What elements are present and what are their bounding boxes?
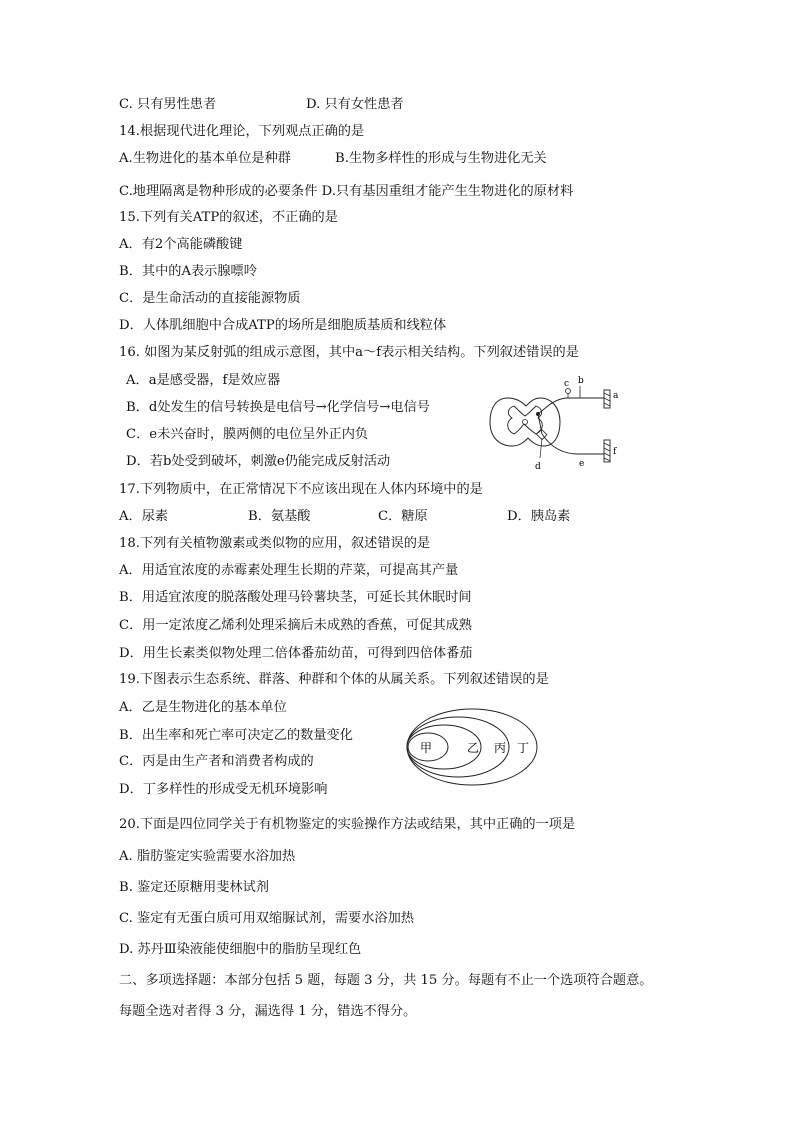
q17-option-b: B．氨基酸	[248, 509, 311, 524]
q19-option-d: D．丁多样性的形成受无机环境影响	[119, 782, 328, 797]
q17-option-d: D．胰岛素	[507, 509, 571, 524]
section2-instructions-line2: 每题全选对者得 3 分，漏选得 1 分，错选不得分。	[119, 1004, 417, 1019]
q19-stem: 19.下图表示生态系统、群落、种群和个体的从属关系。下列叙述错误的是	[119, 672, 549, 687]
fig16-label-f: f	[613, 447, 617, 457]
q14-option-b: B.生物多样性的形成与生物进化无关	[335, 151, 547, 166]
fig16-label-c: c	[564, 379, 570, 389]
q20-option-d: D. 苏丹Ⅲ染液能使细胞中的脂肪呈现红色	[119, 942, 362, 957]
q16-option-a: A．a是感受器，f是效应器	[126, 373, 281, 388]
q17-stem: 17.下列物质中，在正常情况下不应该出现在人体内环境中的是	[119, 482, 483, 497]
ecology-hierarchy-figure	[405, 706, 540, 788]
q15-stem: 15.下列有关ATP的叙述，不正确的是	[119, 210, 338, 225]
fig16-label-a: a	[613, 391, 619, 401]
q19-option-c: C．丙是由生产者和消费者构成的	[119, 754, 314, 769]
q15-option-b: B．其中的A表示腺嘌呤	[119, 264, 257, 279]
q13-option-c: C. 只有男性患者	[119, 97, 217, 112]
fig19-label-yi: 乙	[467, 741, 480, 755]
q18-option-b: B．用适宜浓度的脱落酸处理马铃薯块茎，可延长其休眠时间	[119, 590, 472, 605]
fig16-label-b: b	[578, 376, 584, 386]
fig16-label-d: d	[535, 462, 541, 472]
q14-option-a: A.生物进化的基本单位是种群	[119, 151, 291, 166]
q13-option-d: D. 只有女性患者	[306, 97, 404, 112]
q18-option-a: A．用适宜浓度的赤霉素处理生长期的芹菜，可提高其产量	[119, 563, 459, 578]
q16-option-b: B．d处发生的信号转换是电信号→化学信号→电信号	[126, 400, 430, 415]
q16-option-c: C．e未兴奋时，膜两侧的电位呈外正内负	[126, 427, 369, 442]
fig19-label-ding: 丁	[517, 741, 530, 755]
q16-option-d: D．若b处受到破坏，刺激e仍能完成反射活动	[126, 454, 391, 469]
q20-option-c: C. 鉴定有无蛋白质可用双缩脲试剂，需要水浴加热	[119, 911, 414, 926]
q17-option-c: C．糖原	[378, 509, 428, 524]
q18-option-d: D．用生长素类似物处理二倍体番茄幼苗，可得到四倍体番茄	[119, 646, 473, 661]
grey-matter	[508, 406, 543, 434]
q14-option-cd: C.地理隔离是物种形成的必要条件 D.只有基因重组才能产生生物进化的原材料	[119, 184, 574, 199]
section2-instructions-line1: 二、多项选择题：本部分包括 5 题，每题 3 分，共 15 分。每题有不止一个选项符合题意。	[119, 973, 653, 988]
q18-stem: 18.下列有关植物激素或类似物的应用，叙述错误的是	[119, 536, 431, 551]
fig19-label-bing: 丙	[494, 741, 507, 755]
q15-option-d: D．人体肌细胞中合成ATP的场所是细胞质基质和线粒体	[119, 318, 447, 333]
q18-option-c: C．用一定浓度乙烯利处理采摘后未成熟的香蕉，可促其成熟	[119, 618, 472, 633]
fig16-label-e: e	[579, 459, 585, 469]
q15-option-c: C．是生命活动的直接能源物质	[119, 291, 301, 306]
q19-option-b: B．出生率和死亡率可决定乙的数量变化	[119, 728, 353, 743]
q20-option-a: A. 脂肪鉴定实验需要水浴加热	[119, 849, 296, 864]
q20-option-b: B. 鉴定还原糖用斐林试剂	[119, 880, 269, 895]
q14-stem: 14.根据现代进化理论，下列观点正确的是	[119, 124, 365, 139]
q16-stem: 16. 如图为某反射弧的组成示意图，其中a～f表示相关结构。下列叙述错误的是	[119, 345, 579, 360]
q19-option-a: A．乙是生物进化的基本单位	[119, 700, 287, 715]
q20-stem: 20.下面是四位同学关于有机物鉴定的实验操作方法或结果，其中正确的一项是	[119, 817, 576, 832]
reflex-arc-figure	[486, 376, 626, 472]
fig19-label-jia: 甲	[420, 741, 433, 755]
q17-option-a: A．尿素	[119, 509, 169, 524]
q15-option-a: A．有2个高能磷酸键	[119, 237, 243, 252]
